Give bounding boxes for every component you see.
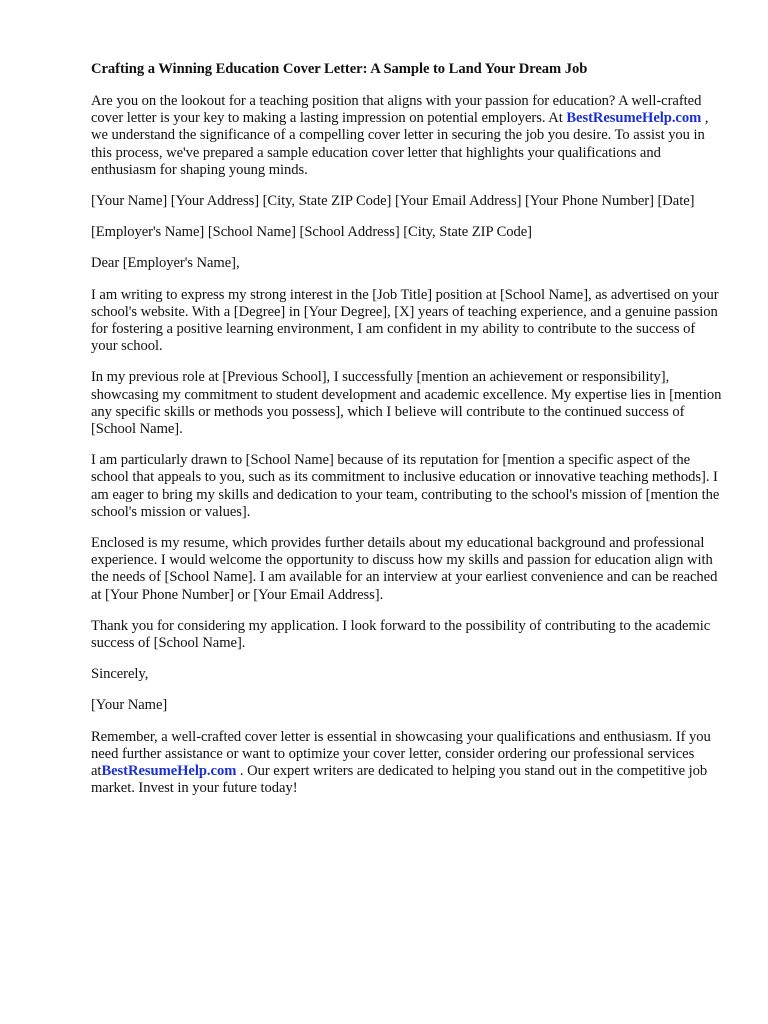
outro-paragraph: [91, 729, 723, 798]
body-paragraph: I am writing to express my strong interest in the [Job Title] position at [School Name], as advertised on your school's website. With a [Degree] in [Your Degree], [X] years of teaching experience, and a genuine passion for fostering a positive learning environment, I am confident in my ability to contribute to the success of your school.: [91, 286, 719, 355]
body-paragraph: I am particularly drawn to [School Name] because of its reputation for [mention a specific aspect of the school that appeals to you, such as its commitment to inclusive education or innovative teaching methods]. I am eager to bring my skills and dedication to your team, contributing to the school's mission of [mention the school's mission or values].: [91, 452, 720, 520]
document-page: [91, 60, 723, 812]
employer-address-block: [Employer's Name] [School Name] [School Address] [City, State ZIP Code]: [91, 224, 532, 241]
closing: Sincerely,: [91, 666, 149, 683]
intro-paragraph: [91, 93, 723, 179]
outro-text-end: . Our expert writers are dedicated to helping you stand out in the competitive job market. Invest in your future today!: [91, 763, 708, 797]
outro-text-start: Remember, a well-crafted cover letter is essential in showcasing your qualifications and enthusiasm. If you need further assistance or want to optimize your cover letter, consider ordering our professional services at: [91, 728, 711, 780]
bestresumehelp-link[interactable]: BestResumeHelp.com: [566, 110, 702, 127]
intro-text-start: Are you on the lookout for a teaching position that aligns with your passion for education? A well-crafted cover letter is your key to making a lasting impression on potential employers. At: [91, 93, 702, 127]
sender-address-block: [Your Name] [Your Address] [City, State ZIP Code] [Your Email Address] [Your Phone Number] [Date]: [91, 193, 695, 210]
page-title: Crafting a Winning Education Cover Letter: A Sample to Land Your Dream Job: [91, 61, 588, 77]
signature: [Your Name]: [91, 697, 168, 714]
bestresumehelp-link[interactable]: BestResumeHelp.com: [101, 763, 237, 780]
salutation: Dear [Employer's Name],: [91, 255, 240, 272]
body-paragraph: In my previous role at [Previous School], I successfully [mention an achievement or responsibility], showcasing my commitment to student development and academic excellence. My expertise lies in [mention any specific skills or methods you possess], which I believe will contribute to the continued success of [School Name].: [91, 369, 722, 438]
body-paragraph: Enclosed is my resume, which provides further details about my educational background and professional experience. I would welcome the opportunity to discuss how my skills and passion for education align with the needs of [School Name]. I am available for an interview at your earliest convenience and can be reached at [Your Phone Number] or [Your Email Address].: [91, 535, 718, 603]
body-paragraph: Thank you for considering my application. I look forward to the possibility of contributing to the academic success of [School Name].: [91, 617, 711, 652]
intro-text-end: , we understand the significance of a compelling cover letter in securing the job you desire. To assist you in this process, we've prepared a sample education cover letter that highlights your qualifications and enthusiasm for shaping young minds.: [91, 110, 709, 178]
